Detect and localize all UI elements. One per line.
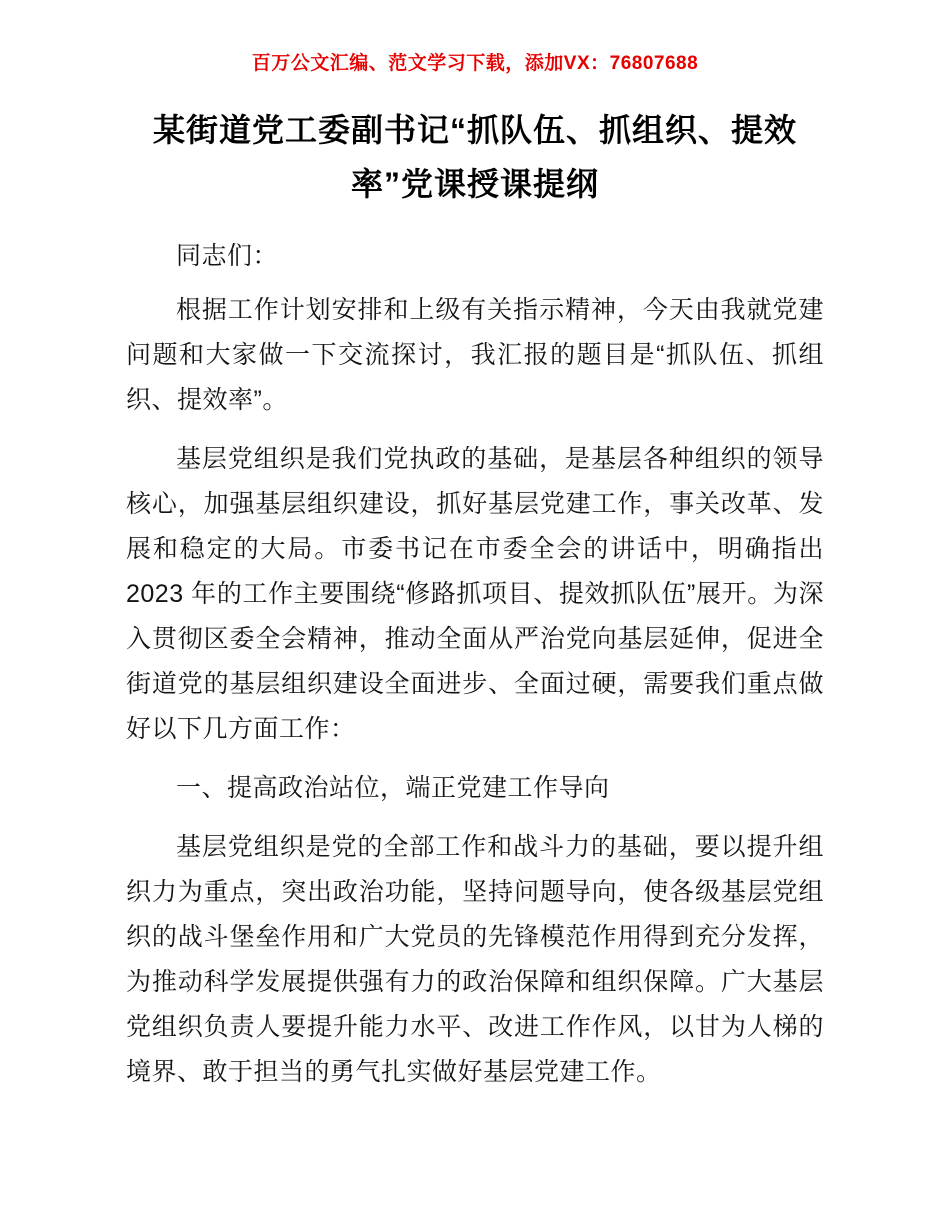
paragraph-background: 基层党组织是我们党执政的基础，是基层各种组织的领导核心，加强基层组织建设，抓好基层党建工作，事关改革、发展和稳定的大局。市委书记在市委全会的讲话中，明确指出2023 年的工作主要围绕“修路抓项目、提效抓队伍”展开。为深入贯彻区委全会精神，推动全面从严治党向基层延伸，促进全街道党的基层组织建设全面进步、全面过硬，需要我们重点做好以下几方面工作： [126, 444, 824, 743]
paragraph-intro: 根据工作计划安排和上级有关指示精神，今天由我就党建问题和大家做一下交流探讨，我汇报的题目是“抓队伍、抓组织、提效率”。 [126, 295, 824, 414]
paragraph-section-1-body: 基层党组织是党的全部工作和战斗力的基础，要以提升组织力为重点，突出政治功能，坚持问题导向，使各级基层党组织的战斗堡垒作用和广大党员的先锋模范作用得到充分发挥，为推动科学发展提供强有力的政治保障和组织保障。广大基层党组织负责人要提升能力水平、改进工作作风，以甘为人梯的境界、敢于担当的勇气扎实做好基层党建工作。 [126, 832, 824, 1086]
document-title: 某街道党工委副书记“抓队伍、抓组织、提效率”党课授课提纲 [152, 112, 797, 203]
header-notice: 百万公文汇编、范文学习下载，添加VX：76807688 [251, 53, 699, 74]
document-body [126, 234, 824, 1095]
section-heading-1: 一、提高政治站位，端正党建工作导向 [176, 773, 610, 802]
paragraph-salutation: 同志们： [176, 241, 279, 270]
